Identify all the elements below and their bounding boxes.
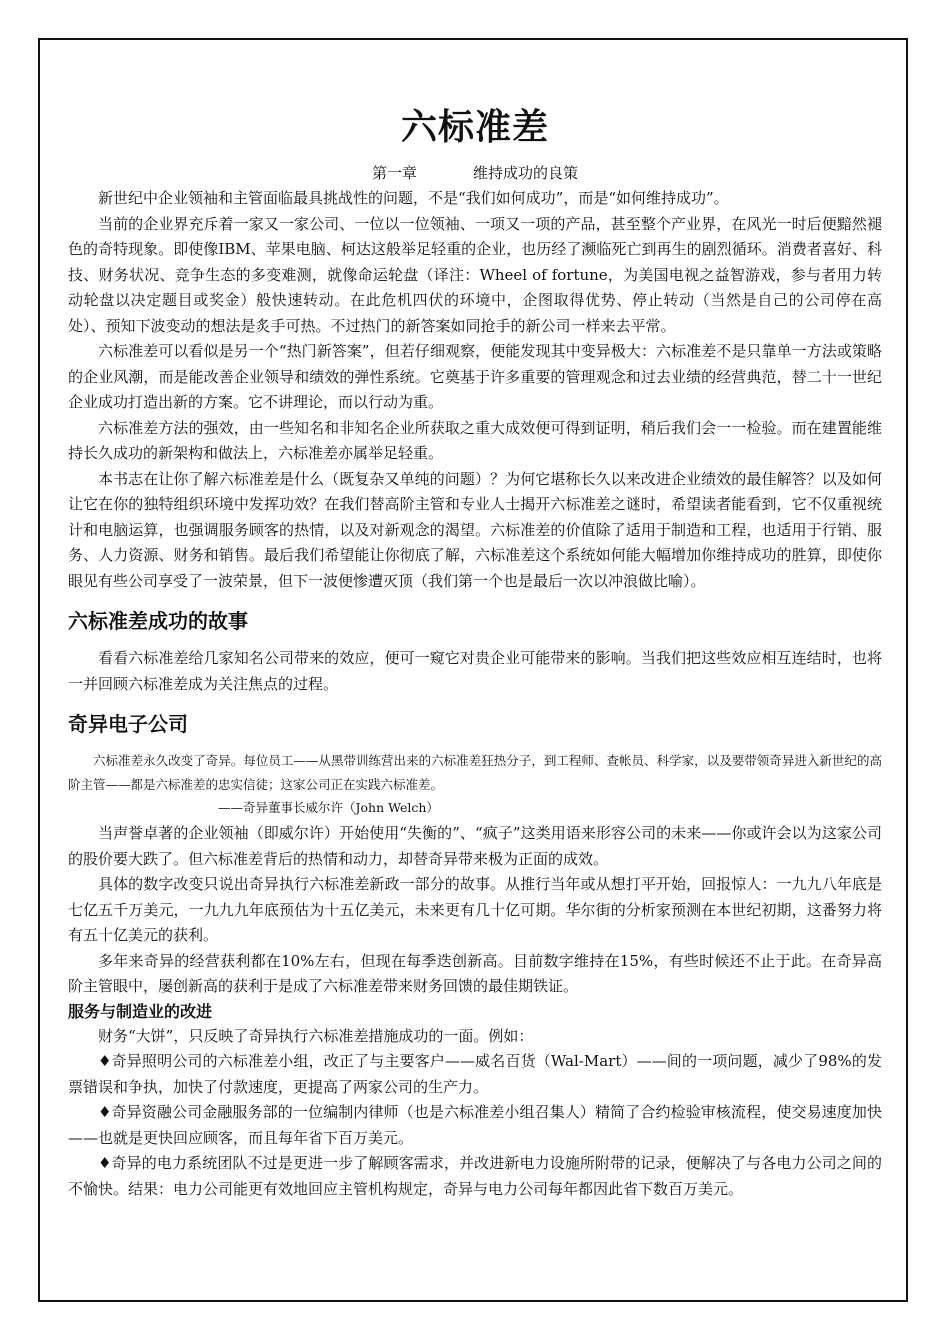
ge-paragraph-2: 具体的数字改变只说出奇异执行六标准差新政一部分的故事。从推行当年或从想打平开始，回报惊人：一九九八年底是七亿五千万美元，一九九九年底预估为十五亿美元，未来更有几十亿可期。华尔街的分析家预测在本世纪初期，这番努力将有五十亿美元的获利。 bbox=[68, 875, 882, 944]
chapter-heading bbox=[68, 160, 882, 186]
section-paragraph: 看看六标准差给几家知名公司带来的效应，便可一窥它对贵企业可能带来的影响。当我们把这些效应相互连结时，也将一并回顾六标准差成为关注焦点的过程。 bbox=[68, 649, 882, 693]
intro-paragraph-2: 当前的企业界充斥着一家又一家公司、一位以一位领袖、一项又一项的产品，甚至整个产业界，在风光一时后便黯然褪色的奇特现象。即使像IBM、苹果电脑、柯达这般举足轻重的企业，也历经了濒临死亡到再生的剧烈循环。消费者喜好、科技、财务状况、竞争生态的多变难测，就像命运轮盘（译注：Wheel of fortune，为美国电视之益智游戏，参与者用力转动轮盘以决定题目或奖金）般快速转动。在此危机四伏的环境中，企图取得优势、停止转动（当然是自己的公司停在高处）、预知下波变动的想法是炙手可热。不过热门的新答案如同抢手的新公司一样来去平常。 bbox=[68, 214, 882, 335]
bullet-item: ♦奇异的电力系统团队不过是更进一步了解顾客需求，并改进新电力设施所附带的记录，便解决了与各电力公司之间的不愉快。结果：电力公司能更有效地回应主管机构规定，奇异与电力公司每年都因此省下数百万美元。 bbox=[68, 1154, 882, 1198]
section-heading-success-stories: 六标准差成功的故事 bbox=[68, 609, 248, 633]
bullet-item: ♦奇异资融公司金融服务部的一位编制内律师（也是六标准差小组召集人）精简了合约检验审核流程，使交易速度加快——也就是更快回应顾客，而且每年省下百万美元。 bbox=[68, 1103, 882, 1147]
document-body bbox=[68, 100, 882, 1202]
ge-paragraph-3: 多年来奇异的经营获利都在10%左右，但现在每季迭创新高。目前数字维持在15%，有些时候还不止于此。在奇异高阶主管眼中，屡创新高的获利于是成了六标准差带来财务回馈的最佳期铁证。 bbox=[68, 951, 882, 995]
intro-paragraph-5: 本书志在让你了解六标准差是什么（既复杂又单纯的问题）？为何它堪称长久以来改进企业绩效的最佳解答？以及如何让它在你的独特组织环境中发挥功效？在我们替高阶主管和专业人士揭开六标准差之谜时，希望读者能看到，它不仅重视统计和电脑运算，也强调服务顾客的热情，以及对新观念的渴望。六标准差的价值除了适用于制造和工程，也适用于行销、服务、人力资源、财务和销售。最后我们希望能让你彻底了解，六标准差这个系统如何能大幅增加你维持成功的胜算，即使你眼见有些公司享受了一波荣景，但下一波便惨遭灭顶（我们第一个也是最后一次以冲浪做比喻）。 bbox=[68, 469, 882, 590]
chapter-number: 第一章 bbox=[371, 164, 417, 182]
ge-paragraph-1: 当声誉卓著的企业领袖（即威尔许）开始使用“失衡的”、“疯子”这类用语来形容公司的未来——你或许会以为这家公司的股价要大跌了。但六标准差背后的热情和动力，却替奇异带来极为正面的成效。 bbox=[68, 824, 882, 868]
bullet-item: ♦奇异照明公司的六标准差小组，改正了与主要客户——威名百货（Wal-Mart）——间的一项问题，减少了98%的发票错误和争执，加快了付款速度，更提高了两家公司的生产力。 bbox=[68, 1052, 882, 1096]
intro-paragraph-1: 新世纪中企业领袖和主管面临最具挑战性的问题，不是“我们如何成功”，而是“如何维持成功”。 bbox=[98, 189, 729, 207]
intro-paragraph-4: 六标准差方法的强效，由一些知名和非知名企业所获取之重大成效便可得到证明，稍后我们会一一检验。而在建置能维持长久成功的新架构和做法上，六标准差亦属举足轻重。 bbox=[68, 418, 882, 462]
subheading-improvement: 服务与制造业的改进 bbox=[68, 1001, 213, 1021]
document-title: 六标准差 bbox=[400, 107, 549, 148]
subheading-ge: 奇异电子公司 bbox=[68, 712, 188, 736]
ge-quote: 六标准差永久改变了奇异。每位员工——从黑带训练营出来的六标准差狂热分子，到工程师、查帐员、科学家，以及要带领奇异进入新世纪的高阶主管——都是六标准差的忠实信徒；这家公司正在实践六标准差。 bbox=[68, 753, 882, 792]
improvement-intro: 财务“大饼”，只反映了奇异执行六标准差措施成功的一面。例如： bbox=[98, 1026, 534, 1045]
ge-quote-attribution: ——奇异董事长威尔许（John Welch） bbox=[218, 800, 439, 815]
chapter-name: 维持成功的良策 bbox=[473, 164, 579, 182]
intro-paragraph-3: 六标准差可以看似是另一个“热门新答案”，但若仔细观察，便能发现其中变异极大：六标准差不是只靠单一方法或策略的企业风潮，而是能改善企业领导和绩效的弹性系统。它奠基于许多重要的管理观念和过去业绩的经营典范，替二十一世纪企业成功打造出新的方案。它不讲理论，而以行动为重。 bbox=[68, 342, 882, 411]
